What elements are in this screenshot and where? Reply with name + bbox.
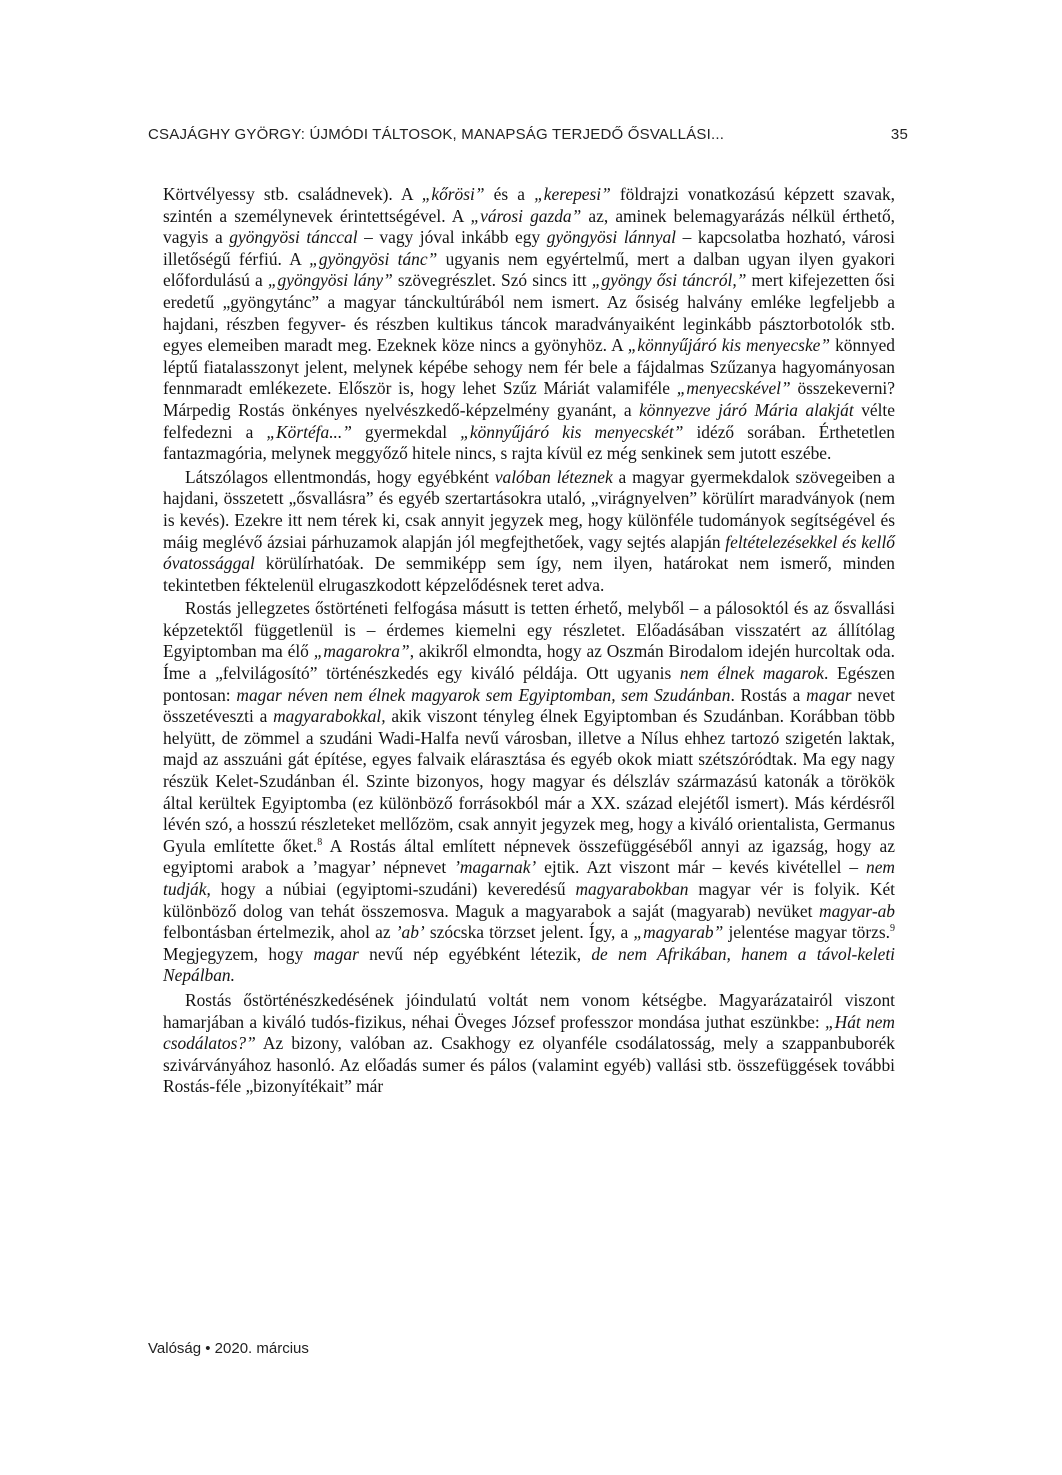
italic-run: de nem Afrikában, hanem a távol-keleti Nepálban. xyxy=(163,943,895,986)
text-run: ugyanis nem egyértelmű, mert a dalban ugyan ilyen gyakori előfordulású a xyxy=(163,248,895,291)
italic-run: magyarabokkal, xyxy=(273,706,386,727)
italic-run: „kőrösi” xyxy=(421,184,485,204)
text-run: ejtik. Azt viszont már – kevés kivétellel – xyxy=(536,857,867,878)
text-run: és a xyxy=(484,184,535,204)
text-run: – kapcsolatba hozható, városi illetőségű férfiú. A xyxy=(163,227,895,269)
text-run: , hogy a núbiai (egyiptomi-szudáni) keveredésű xyxy=(206,879,576,899)
italic-run: magar xyxy=(313,943,359,964)
italic-run: feltételezésekkel és kellő óvatossággal xyxy=(163,531,895,574)
italic-run: magyarabokban xyxy=(575,879,689,899)
text-run: mert kifejezetten ősi eredetű „gyöngytánc” a magyar tánckultúrából nem ismert. Az ősiség halvány emléke legfeljebb a hajdani, részben fegyver- és részben kultikus táncok maradványaiként leginkább pásztorbotolók stb. egyes elemeiben maradt meg. Ezeknek köze nincs a gyönyhöz. A xyxy=(163,270,896,356)
text-run: Megjegyzem, hogy xyxy=(163,943,314,964)
text-run: . Rostás a xyxy=(730,684,807,705)
text-run: összekeverni? Márpedig Rostás önkényes nyelvészkedő-képzelmény gyanánt, a xyxy=(163,378,895,420)
running-header xyxy=(148,126,908,143)
footer-journal-info: Valóság • 2020. március xyxy=(148,1340,309,1357)
text-run: a magyar gyermekdalok szövegeiben a hajdani, összetett „ősvallásra” és egyéb szertartásokra utaló, „virágnyelven” körülírt maradványok (nem is kevés). Ezekre itt nem térek ki, csak annyit jegyzek meg, hogy különféle tudományok segítségével és máig meglévő ázsiai párhuzamok alapján jól megfejthetőek, vagy sejtés alapján xyxy=(163,466,895,552)
text-run: Rostás jellegzetes őstörténeti felfogása másutt is tetten érhető, melyből – a pálosoktól és az ősvallási képzetektől függetlenül is – érdemes kiemelni egy részletet. Előadásában visszatért az állítólag Egyiptomban ma élő xyxy=(163,598,895,662)
text-run: nevet összetéveszti a xyxy=(163,684,895,727)
italic-run: valóban léteznek xyxy=(494,466,613,487)
italic-run: gyöngyösi tánccal xyxy=(229,227,358,248)
italic-run: „Körtéfa...” xyxy=(266,421,352,442)
text-run: – vagy jóval inkább egy xyxy=(357,227,547,248)
text-run: Körtvélyessy stb. családnevek). A xyxy=(163,184,422,204)
text-run: felbontásban értelmezik, ahol az xyxy=(163,922,396,943)
italic-run: „városi gazda” xyxy=(470,205,582,226)
article-body xyxy=(163,184,895,1100)
italic-run: ’magarnak’ xyxy=(454,857,537,878)
page-number: 35 xyxy=(890,126,908,143)
italic-run: magyar-ab xyxy=(819,900,895,921)
paragraph xyxy=(163,184,895,465)
text-run: magyar vér is folyik. Két különböző dolog van tehát összemosva. Maguk a magyarabok a saját (magyarab) nevüket xyxy=(163,879,896,921)
paragraph xyxy=(163,598,895,987)
italic-run: ’ab’ xyxy=(395,922,425,943)
footnote-ref: 8 xyxy=(317,837,323,849)
italic-run: „gyöngyösi lány” xyxy=(267,270,393,291)
italic-run: „magyarab” xyxy=(633,922,724,943)
italic-run: „gyöngy ősi táncról,” xyxy=(591,270,747,291)
italic-run: „Hát nem csodálatos?” xyxy=(163,1011,895,1054)
text-run: Látszólagos ellentmondás, hogy egyébként xyxy=(185,466,495,487)
text-run: idéző sorában. Érthetetlen fantazmagória, melynek meggyőző hitele nincs, s rajta kívül ez még senkinek sem jutott eszébe. xyxy=(163,421,895,464)
italic-run: „magarokra” xyxy=(313,641,410,662)
italic-run: „könnyűjáró kis menyecske” xyxy=(627,335,831,356)
text-run: , akikről elmondta, hogy az Oszmán Birodalom idején hurcoltak oda. Íme a „felvilágosító” történészkedés egy kiváló példája. Ott ugyanis xyxy=(163,641,895,684)
italic-run: „kerepesi” xyxy=(534,184,611,204)
text-run: . Egészen pontosan: xyxy=(163,663,895,705)
text-run: körülírhatóak. De semmiképp sem így, nem ilyen, határokat nem ismerő, minden tekintetben féktelenül elrugaszkodott képzelődésnek teret adva. xyxy=(163,553,895,595)
text-run: Az bizony, valóban az. Csakhogy ez olyanféle csodálatosság, mely a szappanbuborék szivárványához hasonló. Az előadás sumer és pálos (valamint egyéb) vallási stb. összefüggések további Rostás-féle „bizonyítékait” már xyxy=(163,1033,895,1097)
text-run: földrajzi vonatkozású képzett szavak, szintén a személynevek érintettségével. A xyxy=(163,184,895,226)
italic-run: könnyezve járó Mária alakját xyxy=(639,399,854,420)
italic-run: „gyöngyösi tánc” xyxy=(309,248,438,269)
italic-run: nem élnek magarok xyxy=(679,663,825,684)
italic-run: gyöngyösi lánnyal xyxy=(546,227,676,248)
text-run: Rostás őstörténészkedésének jóindulatú voltát nem vonom kétségbe. Magyarázatairól viszont hamarjában a kiváló tudós-fizikus, néhai Öveges József professzor mondása juthat eszünkbe: xyxy=(163,989,895,1032)
running-title: CSAJÁGHY GYÖRGY: ÚJMÓDI TÁLTOSOK, MANAPSÁG TERJEDŐ ŐSVALLÁSI... xyxy=(148,126,725,143)
italic-run: nem tudják xyxy=(163,857,895,899)
italic-run: magar néven nem élnek magyarok sem Egyiptomban, sem Szudánban xyxy=(236,684,731,705)
text-run: akik viszont tényleg élnek Egyiptomban és Szudánban. Korábban több helyütt, de zömmel a szudáni Wadi-Halfa nevű városban, illetve a Nílus ehhez tartozó szigetén laktak, majd az asszuáni gát építése, egyes falvaik elárasztása és egyéb okok miatt szétszóródtak. Ma egy nagy részük Kelet-Szudánban él. Szinte bizonyos, hogy magyar és délszláv származású katonák a törökök által kerültek Egyiptomba (ez különböző forrásokból már a XX. század elejétől ismert). Más kérdésről lévén szó, a hosszú részleteket mellőzöm, csak annyit jegyzek meg, hogy a kiváló orientalista, Germanus Gyula említette őket. xyxy=(163,706,896,856)
text-run: vélte felfedezni a xyxy=(163,399,895,442)
footnote-ref: 9 xyxy=(890,923,895,935)
text-run: szövegrészlet. Szó sincs itt xyxy=(392,270,592,291)
text-run: az, aminek belemagyarázás nélkül érthető, vagyis a xyxy=(163,205,895,248)
text-run: gyermekdal xyxy=(351,421,461,442)
italic-run: „könnyűjáró kis menyecskét” xyxy=(460,421,684,442)
paragraph xyxy=(163,467,895,597)
paragraph xyxy=(163,990,895,1098)
text-run: könnyed léptű fiatalasszonyt jelent, melynek képébe sehogy nem fér bele a fájdalmas Szűzanya hagyományosan fennmaradt emlékezete. Először is, hogy lehet Szűz Máriát valamiféle xyxy=(163,335,895,399)
italic-run: magar xyxy=(806,684,852,705)
text-run: A Rostás által említett népnevek összefüggéséből annyi az igazság, hogy az egyiptomi arabok a ’magyar’ népnevet xyxy=(163,835,895,878)
text-run: nevű nép egyébként létezik, xyxy=(358,943,592,964)
italic-run: „menyecskével” xyxy=(676,378,791,399)
text-run: szócska törzset jelent. Így, a xyxy=(424,922,634,943)
text-run: jelentése magyar törzs. xyxy=(723,922,890,943)
